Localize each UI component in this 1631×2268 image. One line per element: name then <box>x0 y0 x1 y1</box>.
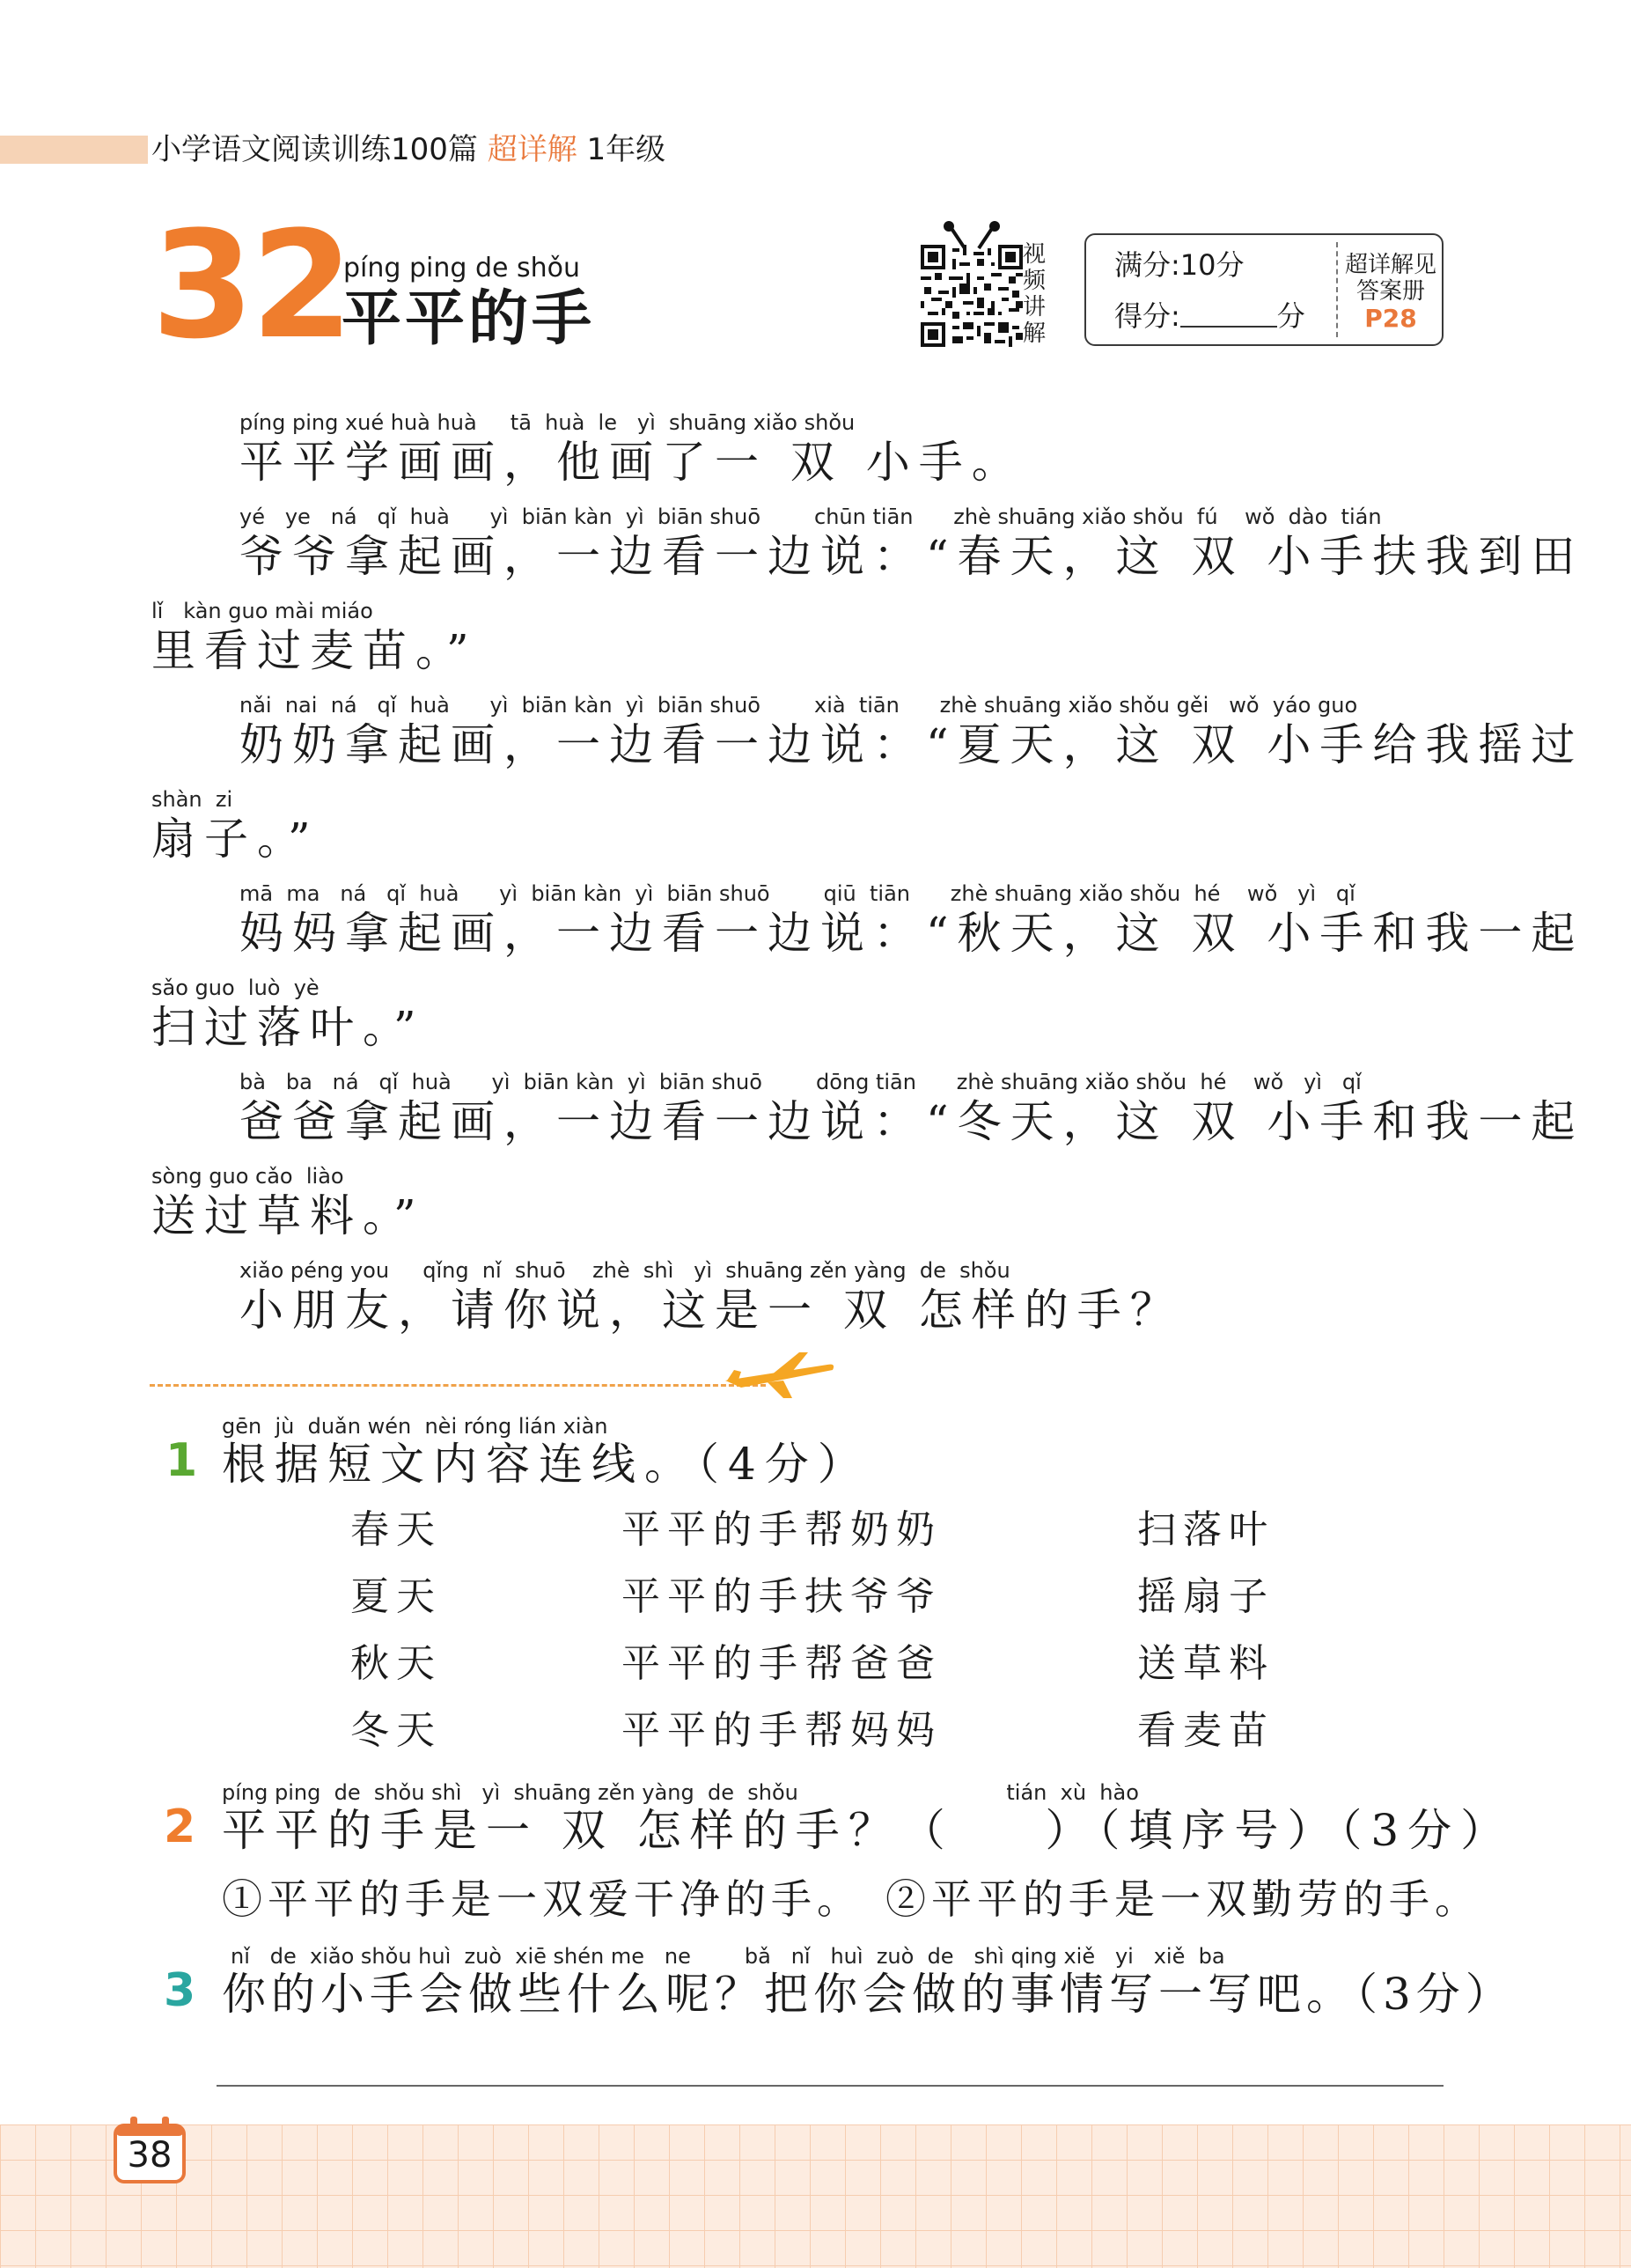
q1-result-2[interactable]: 摇扇子 <box>1137 1574 1275 1619</box>
section-divider <box>150 1384 766 1387</box>
book-accent: 超详解 <box>487 132 577 167</box>
passage-line-7-pinyin: sǎo guo luò yè <box>151 976 320 1000</box>
q2-number: 2 <box>164 1800 196 1853</box>
qr-label: 视频讲解 <box>1023 241 1047 347</box>
airplane-icon <box>722 1349 836 1402</box>
q3-pinyin: nǐ de xiǎo shǒu huì zuò xiē shén me ne bǎ nǐ huì zuò de shì qing xiě yi xiě ba <box>231 1944 1225 1969</box>
passage-line-3-pinyin: lǐ kàn guo mài miáo <box>151 599 373 623</box>
q1-number: 1 <box>165 1434 198 1487</box>
footer-grid <box>0 2124 1631 2268</box>
passage-line-9-pinyin: sòng guo cǎo liào <box>151 1164 344 1189</box>
answer-note-line2: 答案册 <box>1355 278 1425 305</box>
lesson-number: 32 <box>151 199 350 372</box>
passage-line-3: 里看过麦苗。” <box>151 625 478 676</box>
score-blank[interactable] <box>1180 305 1277 328</box>
q2-pinyin: píng ping de shǒu shì yì shuāng zěn yàng de shǒu tián xù hào <box>222 1780 1139 1805</box>
lesson-title: 平平的手 <box>342 284 596 354</box>
score-got-label: 得分: <box>1114 299 1180 333</box>
passage-line-6-pinyin: mā ma ná qǐ huà yì biān kàn yì biān shuō qiū tiān zhè shuāng xiǎo shǒu hé wǒ yì qǐ <box>239 881 1355 906</box>
q3-answer-line[interactable] <box>217 2085 1444 2087</box>
passage-line-8: 爸爸拿起画，一边看一边说：“冬天，这 双 小手和我一起 <box>239 1096 1584 1147</box>
passage-line-9: 送过草料。” <box>151 1190 425 1241</box>
full-score: 满分:10分 <box>1114 248 1245 282</box>
tv-antenna-icon <box>938 220 1005 250</box>
passage-line-2: 爷爷拿起画，一边看一边说：“春天，这 双 小手扶我到田 <box>239 531 1584 582</box>
q1-season-4[interactable]: 冬天 <box>350 1708 442 1753</box>
book-header <box>151 132 665 167</box>
q3-number: 3 <box>164 1964 196 2017</box>
q1-pinyin: gēn jù duǎn wén nèi róng lián xiàn <box>222 1414 608 1439</box>
header-accent-bar <box>0 136 148 164</box>
q1-action-1[interactable]: 平平的手帮奶奶 <box>621 1507 942 1552</box>
q1-season-3[interactable]: 秋天 <box>350 1641 442 1686</box>
passage-line-5: 扇子。” <box>151 814 320 865</box>
q1-result-1[interactable]: 扫落叶 <box>1137 1507 1275 1552</box>
passage-line-1-pinyin: píng ping xué huà huà tā huà le yì shuāng xiǎo shǒu <box>239 410 856 435</box>
passage-line-10-pinyin: xiǎo péng you qǐng nǐ shuō zhè shì yì shuāng zěn yàng de shǒu <box>239 1258 1010 1283</box>
q3-prompt: 你的小手会做些什么呢？把你会做的事情写一写吧。（3分） <box>222 1969 1515 2020</box>
answer-page: P28 <box>1364 304 1417 333</box>
q1-prompt: 根据短文内容连线。（4分） <box>222 1439 871 1490</box>
passage-line-7: 扫过落叶。” <box>151 1002 425 1053</box>
lesson-title-pinyin: píng ping de shǒu <box>343 253 580 284</box>
answer-note-line1: 超详解见 <box>1344 252 1436 278</box>
book-grade: 1年级 <box>586 132 666 167</box>
q2-prompt: 平平的手是一 双 怎样的手？（ ）（填序号）（3分） <box>222 1805 1514 1856</box>
passage-line-5-pinyin: shàn zi <box>151 787 233 812</box>
q1-season-1[interactable]: 春天 <box>350 1507 442 1552</box>
qr-code-icon[interactable] <box>921 245 1023 347</box>
q1-result-4[interactable]: 看麦苗 <box>1137 1708 1275 1753</box>
q1-action-4[interactable]: 平平的手帮妈妈 <box>621 1708 942 1753</box>
passage-line-8-pinyin: bà ba ná qǐ huà yì biān kàn yì biān shuō dōng tiān zhè shuāng xiǎo shǒu hé wǒ yì qǐ <box>239 1070 1362 1094</box>
q1-result-3[interactable]: 送草料 <box>1137 1641 1275 1686</box>
passage-line-1: 平平学画画，他画了一 双 小手。 <box>239 437 1025 488</box>
q1-action-2[interactable]: 平平的手扶爷爷 <box>621 1574 942 1619</box>
passage-line-2-pinyin: yé ye ná qǐ huà yì biān kàn yì biān shuō chūn tiān zhè shuāng xiǎo shǒu fú wǒ dào tián <box>239 504 1382 529</box>
q2-option-1[interactable]: ①平平的手是一双爱干净的手。 <box>222 1875 863 1923</box>
passage-line-10: 小朋友，请你说，这是一 双 怎样的手？ <box>239 1285 1183 1336</box>
score-divider <box>1336 242 1338 337</box>
passage-line-6: 妈妈拿起画，一边看一边说：“秋天，这 双 小手和我一起 <box>239 908 1584 959</box>
score-got <box>1114 299 1305 333</box>
book-title: 小学语文阅读训练100篇 <box>151 132 478 167</box>
q1-season-2[interactable]: 夏天 <box>350 1574 442 1619</box>
score-got-unit: 分 <box>1276 299 1305 333</box>
q2-option-2[interactable]: ②平平的手是一双勤劳的手。 <box>885 1875 1480 1923</box>
passage-line-4-pinyin: nǎi nai ná qǐ huà yì biān kàn yì biān shuō xià tiān zhè shuāng xiǎo shǒu gěi wǒ yáo guo <box>239 693 1358 718</box>
q1-action-3[interactable]: 平平的手帮爸爸 <box>621 1641 942 1686</box>
page-number: 38 <box>127 2135 173 2176</box>
passage-line-4: 奶奶拿起画，一边看一边说：“夏天，这 双 小手给我摇过 <box>239 719 1584 770</box>
